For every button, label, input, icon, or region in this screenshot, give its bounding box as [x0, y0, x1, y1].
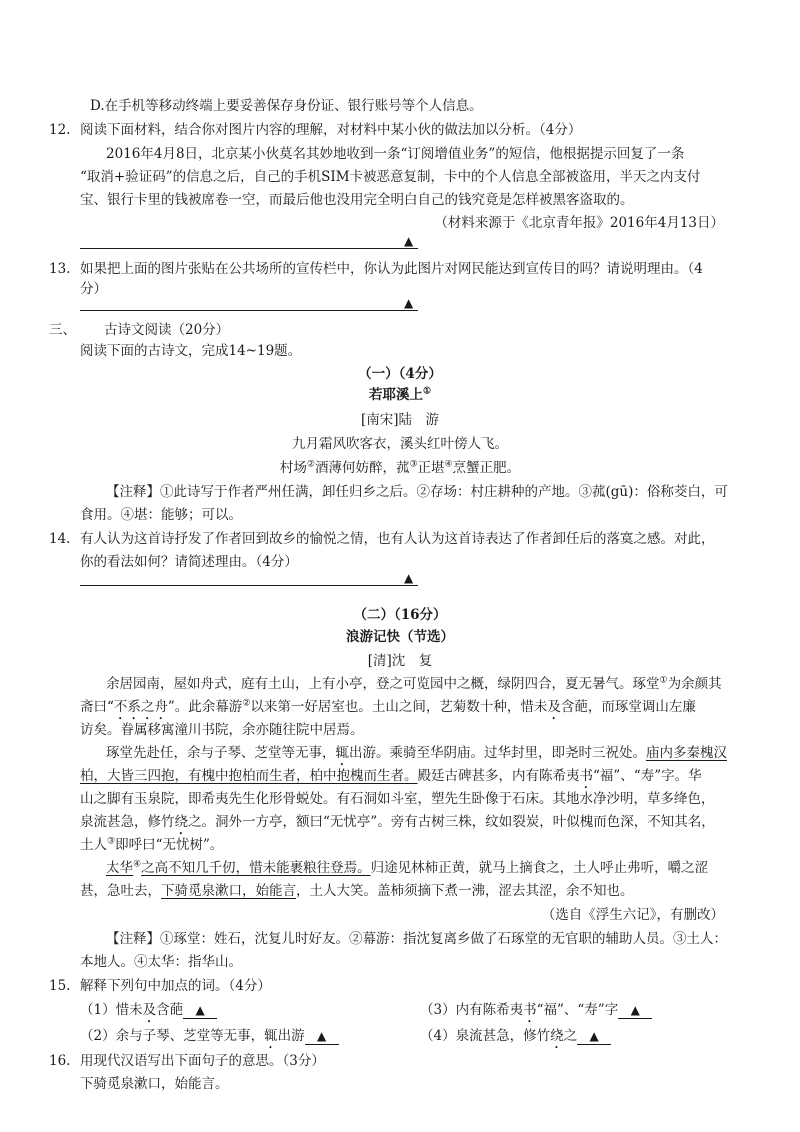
q12-number: 12. [49, 122, 71, 138]
poem-note-cont: 食用。④堪：能够；可以。 [80, 507, 242, 523]
q12-stem: 阅读下面材料，结合你对图片内容的理解，对材料中某小伙的做法加以分析。（4分） [80, 122, 582, 138]
prose-line: 太华④之高不知几千仞，惜未能裹粮往登焉。归途见林柿正黄，就马上摘食之，土人呼止弗听，嚼之涩 [106, 859, 709, 876]
q16-sentence: 下骑觅泉漱口，始能言。 [80, 1076, 229, 1092]
q15-item-4: （4）泉流甚急，修竹绕之 ▲ [420, 1026, 611, 1052]
q13-answer-line[interactable] [80, 310, 418, 311]
q14-answer-marker: ▲ [404, 571, 414, 585]
q15-item-3: （3）内有陈希夷书“福”、“寿”字 ▲ [420, 1000, 652, 1026]
section-instruction: 阅读下面的古诗文，完成14~19题。 [80, 343, 302, 359]
q12-material-line: “取消+验证码”的信息之后，自己的手机SIM卡被恶意复制，卡中的个人信息全部被盗用，半天之内支付 [80, 169, 701, 185]
q13-stem: 如果把上面的图片张贴在公共场所的宣传栏中，你认为此图片对网民能达到宣传目的吗？请说明理由。（4 [80, 261, 703, 277]
prose-note-cont: 本地人。④太华：指华山。 [80, 954, 242, 970]
q15-item-3-blank[interactable]: ▲ [618, 1002, 652, 1019]
prose-line: 泉流甚急，修竹绕之。洞外一方亭，额曰“无忧亭”。旁有古树三株，纹如裂炭，叶似槐而色深，不知其名， [80, 814, 715, 830]
q14-stem: 有人认为这首诗抒发了作者回到故乡的愉悦之情，也有人认为这首诗表达了作者卸任后的落寞之感。对此， [80, 531, 715, 547]
section-number: 三、 [49, 322, 76, 338]
q12-source: （材料来源于《北京青年报》2016年4月13日） [434, 215, 724, 231]
q14-number: 14. [49, 531, 71, 547]
poem-note: 【注释】①此诗写于作者严州任满，卸任归乡之后。②存场：村庄耕种的产地。③菰(gū)：俗称茭白，可 [106, 484, 728, 500]
prose-line: 访矣。眷属移寓潼川书院，余亦随往院中居焉。 [80, 722, 364, 738]
part2-heading: （二）（16分） [353, 607, 447, 623]
poem-line: 九月霜风吹客衣，溪头红叶傍人飞。 [292, 436, 508, 452]
poem-line: 村场②酒薄何妨醉，菰③正堪④烹蟹正肥。 [279, 459, 521, 476]
q16-stem: 用现代汉语写出下面句子的意思。（3分） [80, 1053, 325, 1069]
prose-line: 琢堂先赴任，余与子琴、芝堂等无事，辄出游。乘骑至华阴庙。过华封里，即尧时三祝处。庙内多秦槐汉 [106, 745, 727, 761]
part1-heading: （一）（4分） [358, 366, 442, 382]
prose-note: 【注释】①琢堂：姓石，沈复儿时好友。②幕游：指沈复离乡做了石琢堂的无官职的辅助人员。③土人： [106, 931, 727, 947]
poem-author: [南宋]陆 游 [360, 412, 440, 428]
prose-line: 柏，大皆三四抱，有槐中抱柏而生者，柏中抱槐而生者。殿廷古碑甚多，内有陈希夷书“福”、“寿”字。华 [80, 768, 702, 784]
q15-item-2: （2）余与子琴、芝堂等无事，辄出游 ▲ [80, 1026, 339, 1052]
q12-material-line: 宝、银行卡里的钱被席卷一空，而最后他也没用完全明白自己的钱究竟是怎样被黑客盗取的。 [80, 192, 634, 208]
q14-answer-line[interactable] [80, 585, 418, 586]
q12-material-line: 2016年4月8日，北京某小伙莫名其妙地收到一条“订阅增值业务”的短信，他根据提示回复了一条 [106, 146, 685, 162]
q15-number: 15. [49, 978, 71, 994]
q13-answer-marker: ▲ [404, 296, 414, 310]
q12-answer-marker: ▲ [404, 234, 414, 248]
prose-line: 山之脚有玉泉院，即希夷先生化形骨蜕处。有石洞如斗室，塑先生卧像于石床。其地水净沙明，草多绛色， [80, 791, 715, 807]
q16-number: 16. [49, 1053, 71, 1069]
q11-option-d: D.在手机等移动终端上要妥善保存身份证、银行账号等个人信息。 [90, 98, 483, 114]
q13-number: 13. [49, 261, 71, 277]
q15-item-2-blank[interactable]: ▲ [305, 1028, 339, 1045]
prose-source: （选自《浮生六记》，有删改） [541, 907, 724, 923]
prose-title: 浪游记快（节选） [346, 629, 454, 645]
prose-author: [清]沈 复 [367, 653, 433, 669]
q15-stem: 解释下列句中加点的词。（4分） [80, 978, 271, 994]
section-title: 古诗文阅读（20分） [104, 322, 230, 338]
poem-title: 若耶溪上① [368, 386, 432, 403]
q15-item-1: （1）惜未及含葩 ▲ [80, 1000, 217, 1026]
q12-answer-line[interactable] [80, 248, 418, 249]
q15-item-4-blank[interactable]: ▲ [577, 1028, 611, 1045]
prose-line: 甚，急吐去，下骑觅泉漱口，始能言，土人大笑。盖柿须摘下煮一沸，涩去其涩，余不知也。 [80, 883, 634, 899]
prose-line: 余居园南，屋如舟式，庭有土山，上有小亭，登之可览园中之概，绿阴四合，夏无暑气。琢堂①为余颜其 [106, 675, 722, 692]
q13-stem-cont: 分） [80, 281, 107, 297]
q14-stem-cont: 你的看法如何？请简述理由。（4分） [80, 554, 298, 570]
prose-line: 斋曰“不系之舟”。此余幕游②以来第一好居室也。土山之间，艺菊数十种，惜未及含葩，而琢堂调山左廉 [80, 698, 696, 715]
q15-item-1-blank[interactable]: ▲ [183, 1002, 217, 1019]
prose-line: 土人③即呼曰“无忧树”。 [80, 836, 224, 853]
